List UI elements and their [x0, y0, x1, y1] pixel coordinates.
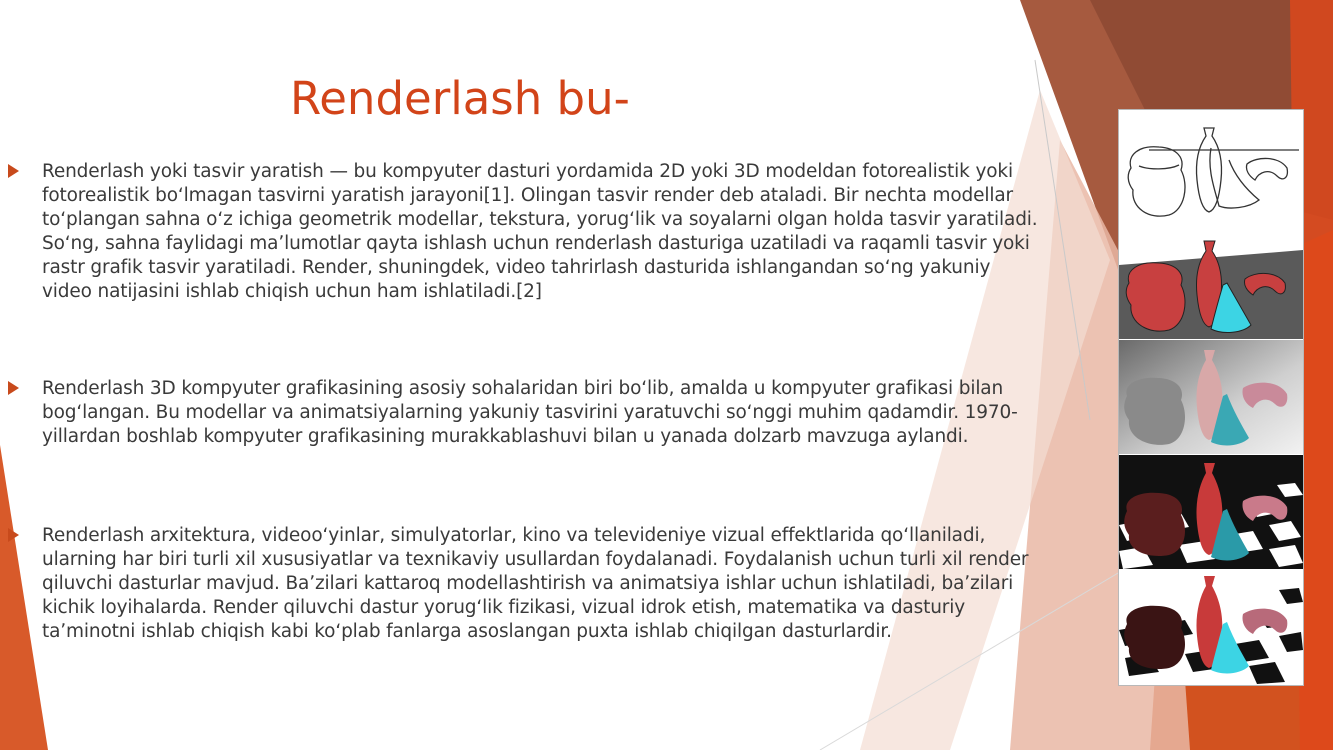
wireframe-render: [1119, 110, 1303, 224]
bullet-text: Renderlash 3D kompyuter grafikasining asosiy sohalaridan biri boʻlib, amalda u kompyuter grafikasi bilan bogʻlangan. Bu modellar va animatsiyalarning yakuniy tasvirini yaratuvchi soʻnggi muhim qadamdir. 1970-yillardan boshlab kompyuter grafikasining murakkablashuvi bilan u yanada dolzarb mavzuga aylandi.: [42, 378, 1018, 447]
final-render: [1119, 570, 1303, 684]
slide-title: Renderlash bu-: [290, 72, 630, 125]
gray-shaded-render: [1119, 340, 1303, 454]
render-stages-image: [1118, 109, 1304, 686]
bullet-text: Renderlash yoki tasvir yaratish — bu kompyuter dasturi yordamida 2D yoki 3D modeldan fotorealistik yoki fotorealistik boʻlmagan tasvirni yaratish jarayoni[1]. Olingan tasvir render deb ataladi. Bir nechta modellar toʻplangan sahna oʻz ichiga geometrik modellar, tekstura, yorugʻlik va soyalarni olgan holda tasvir yaratiladi. Soʻng, sahna faylidagi maʼlumotlar qayta ishlash uchun renderlash dasturiga uzatiladi va raqamli tasvir yoki rastr grafik tasvir yaratiladi. Render, shuningdek, video tahrirlash dasturida ishlangandan soʻng yakuniy video natijasini ishlab chiqish uchun ham ishlatiladi.[2]: [42, 161, 1038, 302]
flat-shaded-render: [1119, 225, 1303, 339]
textured-render: [1119, 455, 1303, 569]
bullet-arrow-icon: [8, 381, 19, 395]
bullet-arrow-icon: [8, 528, 19, 542]
bullet-text: Renderlash arxitektura, videooʻyinlar, simulyatorlar, kino va televideniye vizual effektlarida qoʻllaniladi, ularning har biri turli xil xususiyatlar va texnikaviy usullardan foydalanadi. Foydalanish uchun turli xil render qiluvchi dasturlar mavjud. Baʼzilari kattaroq modellashtirish va animatsiya ishlar uchun ishlatiladi, baʼzilari kichik loyihalarda. Render qiluvchi dastur yorugʻlik fizikasi, vizual idrok etish, matematika va dasturiy taʼminotni ishlab chiqish kabi koʻplab fanlarga asoslangan puxta ishlab chiqilgan dasturlardir.: [42, 525, 1029, 642]
bullet-arrow-icon: [8, 164, 19, 178]
